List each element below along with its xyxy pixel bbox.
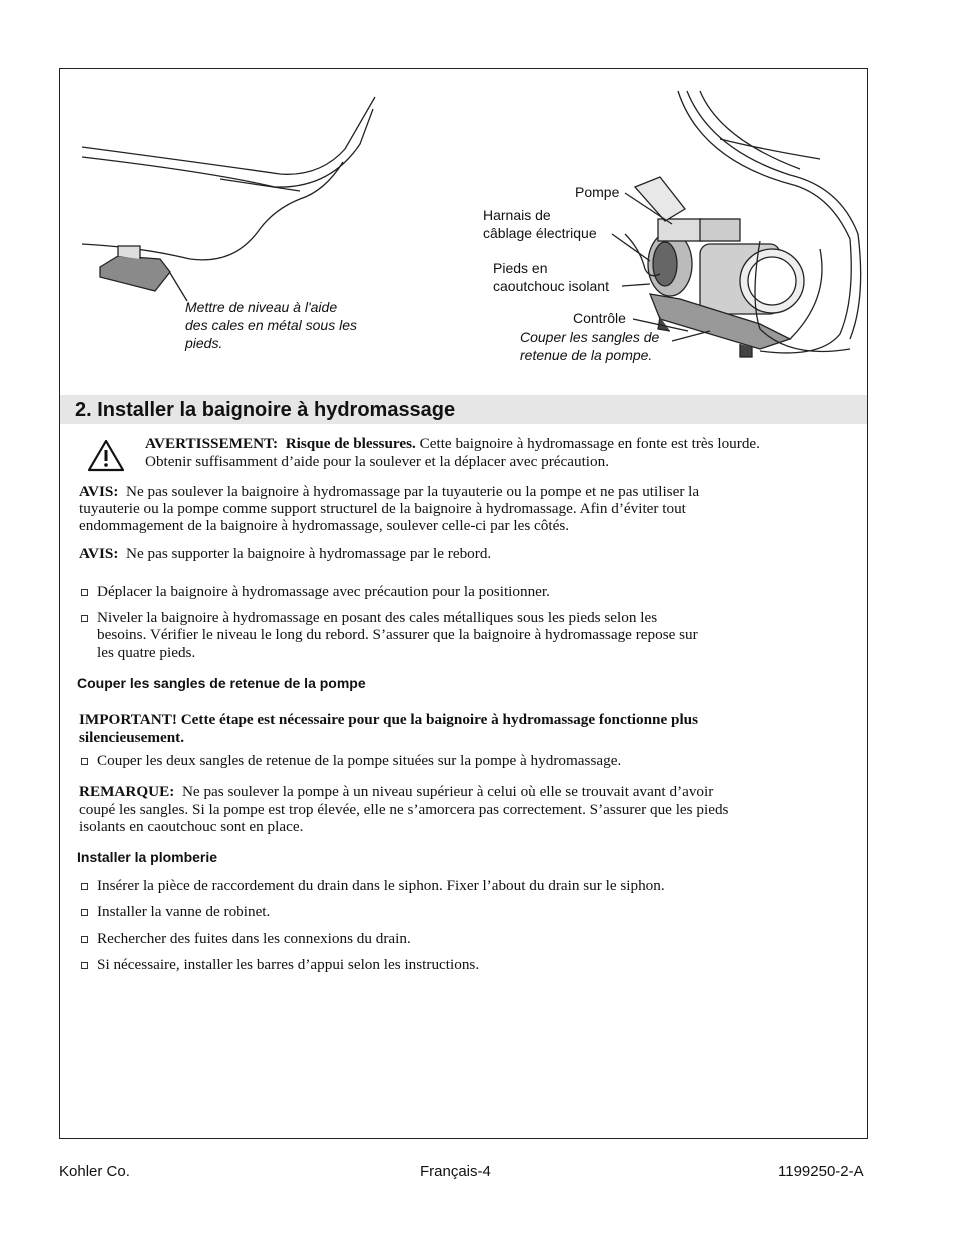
subsection-title-pump-straps: Couper les sangles de retenue de la pompe — [77, 675, 366, 691]
avis2-line — [79, 545, 491, 562]
footer-company: Kohler Co. — [59, 1163, 130, 1180]
section-title: 2. Installer la baignoire à hydromassage — [75, 399, 456, 421]
avis1-line-1 — [79, 483, 699, 500]
label-couper-line-2: retenue de la pompe. — [520, 347, 653, 363]
checkbox-bullet — [81, 589, 88, 596]
warning-line-2: Obtenir suffisamment d’aide pour la soulever et la déplacer avec précaution. — [145, 453, 610, 470]
warning-line-1 — [145, 435, 760, 452]
remarque-line-1 — [79, 783, 713, 800]
footer-page-number: Français-4 — [420, 1163, 491, 1180]
label-pieds-line-2: caoutchouc isolant — [493, 278, 609, 294]
warning-text: Cette baignoire à hydromassage en fonte est très lourde. — [419, 435, 760, 452]
checkbox-bullet — [81, 883, 88, 890]
avis1-text-1: Ne pas soulever la baignoire à hydromassage par la tuyauterie ou la pompe et ne pas utiliser la — [126, 483, 700, 500]
checkbox-bullet — [81, 758, 88, 765]
left-caption-line-1: Mettre de niveau à l'aide — [185, 299, 338, 315]
step-2-line-1: Niveler la baignoire à hydromassage en posant des cales métalliques sous les pieds selon les — [97, 609, 658, 626]
label-pieds-line-1: Pieds en — [493, 260, 548, 276]
important-line-2 — [79, 729, 184, 746]
avis1-line-3: endommagement de la baignoire à hydromassage, soulever celle-ci par les côtés. — [79, 517, 570, 534]
page-frame — [59, 68, 868, 1139]
label-pompe: Pompe — [575, 184, 620, 200]
avis1-label: AVIS: — [79, 483, 119, 500]
important-line-1 — [79, 711, 698, 728]
checkbox-bullet — [81, 962, 88, 969]
warning-risk: Risque de blessures. — [285, 435, 416, 452]
left-caption-line-2: des cales en métal sous les — [185, 317, 357, 333]
remarque-line-2: coupé les sangles. Si la pompe est trop élevée, elle ne s’amorcera pas correctement. S’assurer que les pieds — [79, 801, 729, 818]
section-heading-bar — [60, 395, 867, 424]
sub2-step-1: Insérer la pièce de raccordement du drain dans le siphon. Fixer l’about du drain sur le siphon. — [97, 877, 665, 894]
label-controle: Contrôle — [573, 310, 626, 326]
subsection-title-plumbing: Installer la plomberie — [77, 849, 218, 865]
left-caption-line-3: pieds. — [185, 335, 223, 351]
label-harnais-line-1: Harnais de — [483, 207, 551, 223]
remarque-line-3: isolants en caoutchouc sont en place. — [79, 818, 304, 835]
checkbox-bullet — [81, 615, 88, 622]
sub1-step: Couper les deux sangles de retenue de la pompe situées sur la pompe à hydromassage. — [97, 752, 622, 769]
checkbox-bullet — [81, 936, 88, 943]
warning-label: AVERTISSEMENT: — [145, 435, 279, 452]
footer-document-code: 1199250-2-A — [778, 1163, 864, 1180]
remarque-text-1: Ne pas soulever la pompe à un niveau supérieur à celui où elle se trouvait avant d’avoir — [181, 783, 714, 800]
sub2-step-3: Rechercher des fuites dans les connexions du drain. — [97, 930, 411, 947]
avis1-line-2: tuyauterie ou la pompe comme support structurel de la baignoire à hydromassage. Afin d’éviter tout — [79, 500, 686, 517]
warning-triangle-icon — [87, 439, 125, 472]
important-text-2: silencieusement. — [79, 729, 185, 746]
label-couper-line-1: Couper les sangles de — [520, 329, 660, 345]
checkbox-bullet — [81, 909, 88, 916]
step-2-line-2: besoins. Vérifier le niveau le long du rebord. S’assurer que la baignoire à hydromassage repose sur — [97, 626, 698, 643]
label-harnais-line-2: câblage électrique — [483, 225, 597, 241]
sub2-step-4: Si nécessaire, installer les barres d’appui selon les instructions. — [97, 956, 480, 973]
remarque-label: REMARQUE: — [79, 783, 175, 800]
step-2-line-3: les quatre pieds. — [97, 644, 196, 661]
step-1-line-1: Déplacer la baignoire à hydromassage avec précaution pour la positionner. — [97, 583, 550, 600]
avis2-label: AVIS: — [79, 545, 119, 562]
important-text-1: IMPORTANT! Cette étape est nécessaire pour que la baignoire à hydromassage fonctionne plus — [79, 711, 699, 728]
installation-illustration — [60, 69, 867, 389]
sub2-step-2: Installer la vanne de robinet. — [97, 903, 271, 920]
avis2-text: Ne pas supporter la baignoire à hydromassage par le rebord. — [126, 545, 492, 562]
